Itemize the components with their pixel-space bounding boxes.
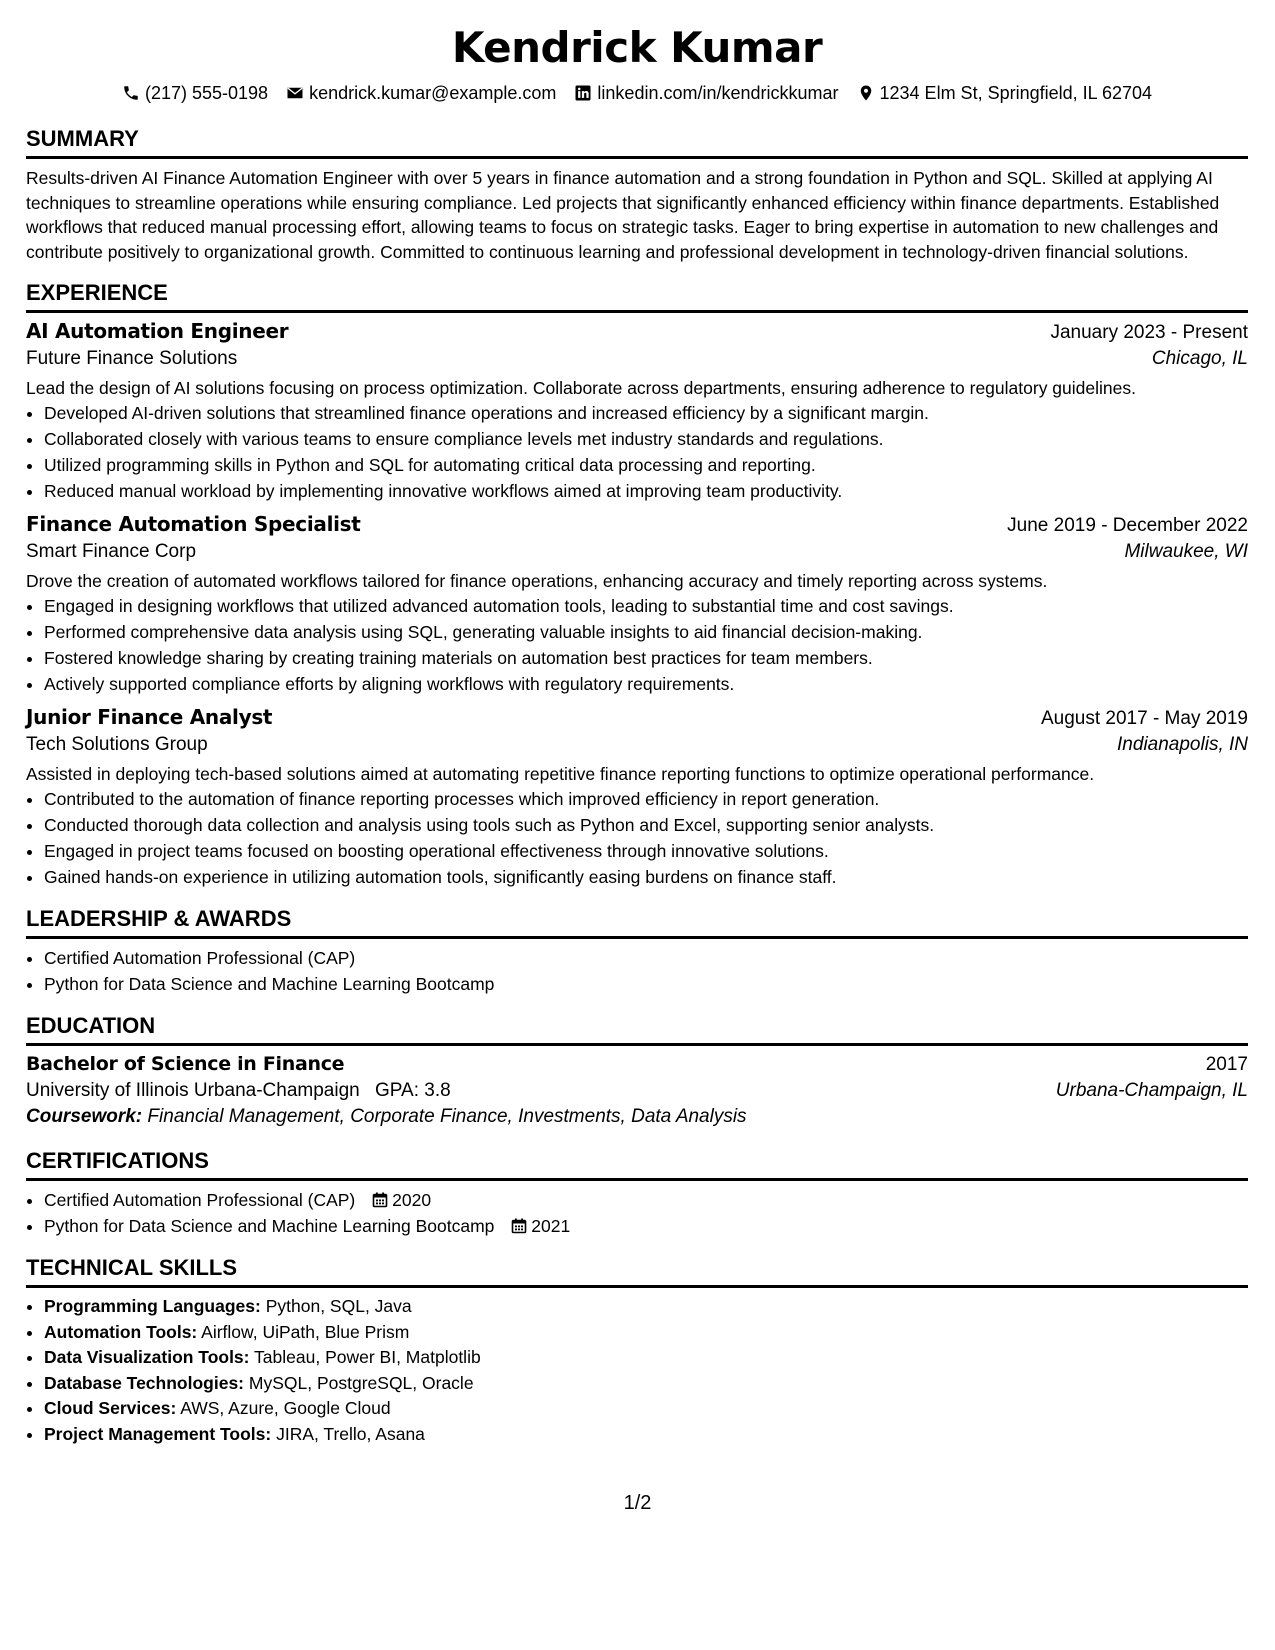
skill-label: Data Visualization Tools: — [44, 1347, 250, 1367]
contact-email[interactable] — [286, 83, 556, 104]
job-title: Finance Automation Specialist — [26, 512, 361, 536]
list-item — [44, 1320, 1248, 1346]
job-location: Chicago, IL — [1151, 348, 1248, 369]
skills-section — [26, 1255, 1248, 1447]
summary-text: Results-driven AI Finance Automation Engineer with over 5 years in finance automation and a strong foundation in Python and SQL. Skilled at applying AI techniques to streamline operations while ensuring compliance. Led projects that significantly enhanced efficiency within finance departments. Established workflows that reduced manual processing effort, allowing teams to focus on strategic tasks. Eager to bring expertise in automation to new challenges and contribute positively to organizational growth. Committed to continuous learning and professional development in technology-driven financial solutions. — [26, 168, 1220, 262]
degree-title: Bachelor of Science in Finance — [26, 1053, 345, 1075]
phone-icon — [122, 84, 140, 102]
coursework-label: Coursework: — [26, 1106, 143, 1127]
list-item — [44, 1345, 1248, 1371]
job-bullets — [26, 786, 1248, 890]
job-entry — [26, 705, 1248, 890]
job-entry — [26, 512, 1248, 697]
job-dates: January 2023 - Present — [1050, 322, 1248, 343]
job-location: Milwaukee, WI — [1124, 541, 1248, 562]
section-heading: EXPERIENCE — [26, 280, 1248, 313]
candidate-name: Kendrick Kumar — [451, 23, 823, 72]
leadership-section — [26, 906, 1248, 997]
calendar-icon — [511, 1218, 527, 1234]
job-bullets — [26, 593, 1248, 697]
page-number: 1/2 — [623, 1492, 652, 1514]
list-item: • Gained hands-on experience in utilizing automation tools, significantly easing burdens on finance staff. — [44, 864, 1248, 890]
list-item: • Actively supported compliance efforts by aligning workflows with regulatory requirements. — [44, 671, 1248, 697]
list-item: • Engaged in project teams focused on boosting operational effectiveness through innovative solutions. — [44, 838, 1248, 864]
summary-section — [26, 126, 1248, 264]
graduation-year: 2017 — [1205, 1054, 1248, 1075]
job-description: Lead the design of AI solutions focusing on process optimization. Collaborate across departments, ensuring adherence to regulatory guidelines. — [26, 378, 1136, 398]
job-company: Tech Solutions Group — [26, 734, 208, 755]
coursework — [26, 1106, 1248, 1128]
job-description: Assisted in deploying tech-based solutions aimed at automating repetitive finance reporting functions to optimize operational performance. — [26, 764, 1095, 784]
experience-section — [26, 280, 1248, 890]
job-title: Junior Finance Analyst — [26, 705, 273, 729]
list-item: • Engaged in designing workflows that utilized advanced automation tools, leading to substantial time and cost savings. — [44, 593, 1248, 619]
section-heading: SUMMARY — [26, 126, 1248, 159]
section-heading: CERTIFICATIONS — [26, 1148, 1248, 1181]
contact-phone[interactable] — [122, 83, 268, 104]
list-item: • Fostered knowledge sharing by creating training materials on automation best practices for team members. — [44, 645, 1248, 671]
envelope-icon — [286, 84, 304, 102]
certifications-list — [26, 1187, 1248, 1239]
leadership-list — [26, 945, 1248, 997]
list-item: • Collaborated closely with various teams to ensure compliance levels met industry standards and regulations. — [44, 426, 1248, 452]
skill-label: Automation Tools: — [44, 1321, 198, 1342]
job-dates: June 2019 - December 2022 — [1007, 515, 1248, 536]
cert-year: 2021 — [531, 1216, 571, 1236]
email-text: kendrick.kumar@example.com — [309, 82, 557, 103]
section-heading: LEADERSHIP & AWARDS — [26, 906, 1248, 939]
list-item — [44, 1422, 1248, 1448]
contact-address — [857, 83, 1153, 104]
resume-page — [26, 0, 1248, 1447]
list-item — [44, 1294, 1248, 1320]
skill-value: MySQL, PostgreSQL, Oracle — [248, 1372, 474, 1393]
list-item: • Python for Data Science and Machine Learning Bootcamp — [44, 971, 1248, 997]
skill-label: Database Technologies: — [44, 1372, 245, 1393]
contact-linkedin[interactable] — [574, 83, 838, 104]
job-location: Indianapolis, IN — [1117, 734, 1248, 755]
calendar-icon — [372, 1192, 388, 1208]
job-bullets — [26, 400, 1248, 504]
section-heading: TECHNICAL SKILLS — [26, 1255, 1248, 1288]
certifications-section — [26, 1148, 1248, 1239]
job-company: Smart Finance Corp — [26, 541, 197, 562]
list-item: • Reduced manual workload by implementing innovative workflows aimed at improving team productivity. — [44, 478, 1248, 504]
contact-bar — [26, 80, 1248, 106]
gpa: GPA: 3.8 — [374, 1080, 451, 1101]
job-company: Future Finance Solutions — [26, 348, 238, 369]
phone-text: (217) 555-0198 — [144, 82, 269, 103]
skill-value: Airflow, UiPath, Blue Prism — [201, 1321, 410, 1342]
skills-list — [26, 1294, 1248, 1447]
list-item: • Performed comprehensive data analysis using SQL, generating valuable insights to aid financial decision-making. — [44, 619, 1248, 645]
section-heading: EDUCATION — [26, 1013, 1248, 1046]
school-name: University of Illinois Urbana-Champaign — [26, 1080, 360, 1101]
list-item: • Conducted thorough data collection and analysis using tools such as Python and Excel, supporting senior analysts. — [44, 812, 1248, 838]
skill-label: Programming Languages: — [44, 1296, 261, 1316]
job-title: AI Automation Engineer — [26, 319, 289, 343]
map-pin-icon — [857, 84, 875, 102]
skill-value: Python, SQL, Java — [265, 1296, 412, 1316]
job-description: Drove the creation of automated workflows tailored for finance operations, enhancing accuracy and timely reporting across systems. — [26, 571, 1048, 591]
cert-name: Python for Data Science and Machine Learning Bootcamp — [44, 1216, 495, 1236]
job-entry — [26, 319, 1248, 504]
education-section — [26, 1013, 1248, 1128]
job-dates: August 2017 - May 2019 — [1040, 708, 1248, 729]
list-item: • Developed AI-driven solutions that streamlined finance operations and increased efficiency by a significant margin. — [44, 400, 1248, 426]
cert-year: 2020 — [392, 1190, 432, 1210]
skill-label: Cloud Services: — [44, 1398, 177, 1418]
list-item: • Utilized programming skills in Python and SQL for automating critical data processing and reporting. — [44, 452, 1248, 478]
list-item — [44, 1187, 1248, 1213]
skill-label: Project Management Tools: — [44, 1423, 272, 1444]
list-item — [44, 1371, 1248, 1397]
skill-value: Tableau, Power BI, Matplotlib — [254, 1347, 481, 1367]
list-item — [44, 1213, 1248, 1239]
school-location: Urbana-Champaign, IL — [1055, 1080, 1248, 1101]
cert-name: Certified Automation Professional (CAP) — [44, 1190, 356, 1210]
skill-value: AWS, Azure, Google Cloud — [180, 1398, 391, 1418]
list-item — [44, 1396, 1248, 1422]
address-text: 1234 Elm St, Springfield, IL 62704 — [879, 82, 1153, 103]
list-item: • Certified Automation Professional (CAP) — [44, 945, 1248, 971]
linkedin-text: linkedin.com/in/kendrickkumar — [597, 82, 839, 103]
skill-value: JIRA, Trello, Asana — [276, 1423, 425, 1444]
coursework-text: Financial Management, Corporate Finance, Investments, Data Analysis — [147, 1106, 747, 1127]
list-item: • Contributed to the automation of finance reporting processes which improved efficiency in report generation. — [44, 786, 1248, 812]
linkedin-icon — [574, 84, 592, 102]
